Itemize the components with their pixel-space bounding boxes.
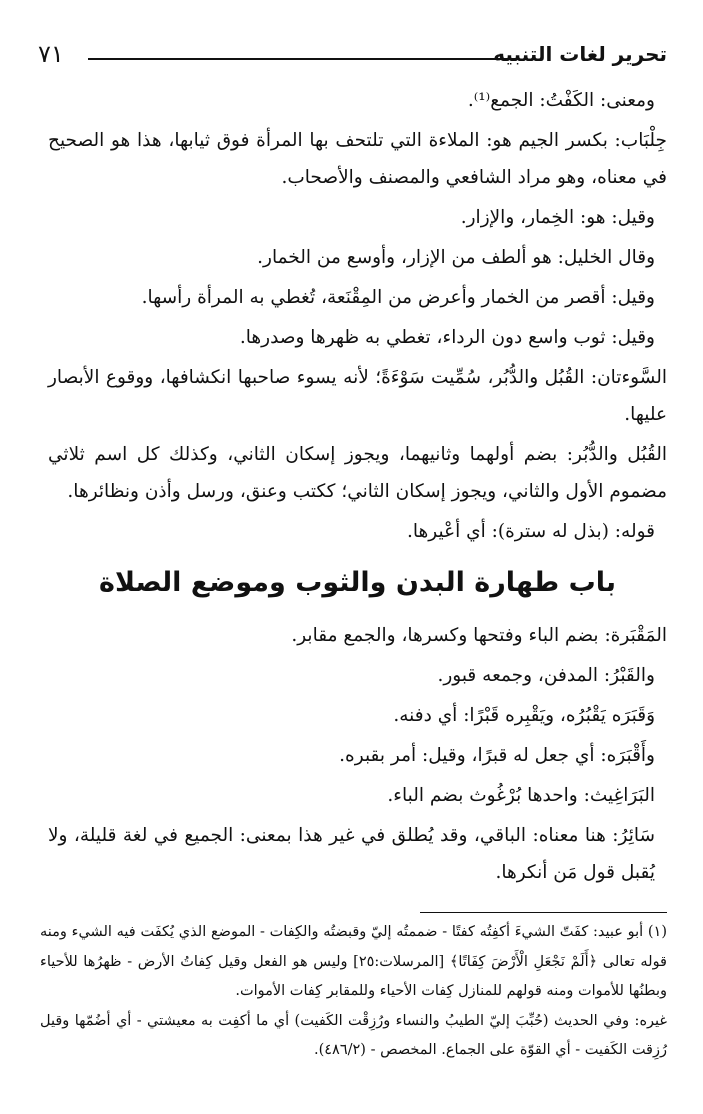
body-text: [48, 82, 667, 894]
footnote: (١) أبو عبيد: كفَتّ الشيءَ أكفِتُه كفتًا - ضممتُه إليّ وقبضتُه والكِفات - الموضع الذي يُكفَت فيه الشيء ومنه قوله تعالى ﴿أَلَمْ نَجْعَلِ الْأَرْضَ كِفَاتًا﴾ [المرسلات:٢٥] وليس هو الفعل وقيل كِفاتُ الأرض - ظهرُها للأحياء وبطنُها للأموات ومنه قولهم للمنازل كِفات الأحياء وللمقابر كِفات الأموات.: [40, 924, 667, 999]
paragraph: وقيل: هو: الخِمار، والإزار.: [460, 207, 655, 228]
paragraph: وقيل: ثوب واسع دون الرداء، تغطي به ظهرها وصدرها.: [239, 327, 655, 348]
paragraph: وقيل: أقصر من الخمار وأعرض من المِقْنَعة، تُغطي به المرأة رأسها.: [141, 287, 655, 308]
footnote-rule: [420, 912, 667, 913]
running-title: تحرير لغات التنبيه: [493, 42, 667, 66]
paragraph: قوله: (بذل له سترة): أي أعْيرها.: [407, 521, 655, 542]
paragraph: المَقْبَرة: بضم الباء وفتحها وكسرها، والجمع مقابر.: [291, 625, 667, 646]
paragraph: جِلْبَاب: بكسر الجيم هو: الملاءة التي تلتحف بها المرأة فوق ثيابها، هذا هو الصحيح في معناه، وهو مراد الشافعي والمصنف والأصحاب.: [48, 130, 667, 188]
paragraph: وَقَبَرَه يَقْبُرُه، ويَقْبِره قَبْرًا: أي دفنه.: [393, 705, 655, 726]
paragraph: سَائِرُ: هنا معناه: الباقي، وقد يُطلق في غير هذا بمعنى: الجميع في لغة قليلة، ولا يُقبل قول مَن أنكرها.: [48, 825, 655, 883]
paragraph: البَرَاغِيث: واحدها بُرْغُوث بضم الباء.: [387, 785, 655, 806]
footnotes: [40, 918, 667, 1066]
paragraph: القُبُل والدُّبُر: بضم أولهما وثانيهما، ويجوز إسكان الثاني، وكذلك كل اسم ثلاثي مضموم الأول والثاني، ويجوز إسكان الثاني؛ ككتب وعنق، ورسل وأذن ونظائرها.: [48, 444, 667, 502]
page-number: ٧١: [38, 40, 64, 68]
paragraph: السَّوءتان: القُبُل والدُّبُر، سُمِّيت سَوْءَةً؛ لأنه يسوء صاحبها انكشافها، ووقوع الأبصار عليها.: [48, 367, 667, 425]
paragraph: وأَقْبَرَه: أي جعل له قبرًا، وقيل: أمر بقبره.: [339, 745, 655, 766]
paragraph: وقال الخليل: هو ألطف من الإزار، وأوسع من الخمار.: [257, 247, 655, 268]
footnote: غيره: وفي الحديث (حُبِّبَ إليّ الطيبُ والنساء ورُزِقْت الكَفيت) أي ما أكفِت به معيشتي - أي أضُمّها وقيل رُزِقت الكَفيت - أي القوّة على الجماع. المخصص - (٤٨٦/٢).: [40, 1012, 667, 1058]
paragraph: والقَبْرُ: المدفن، وجمعه قبور.: [437, 665, 655, 686]
header-rule: [88, 58, 517, 60]
section-heading: باب طهارة البدن والثوب وموضع الصلاة: [99, 567, 616, 598]
paragraph: ومعنى: الكَفْتُ: الجمع⁽¹⁾.: [467, 90, 655, 111]
page-header: [30, 40, 667, 80]
